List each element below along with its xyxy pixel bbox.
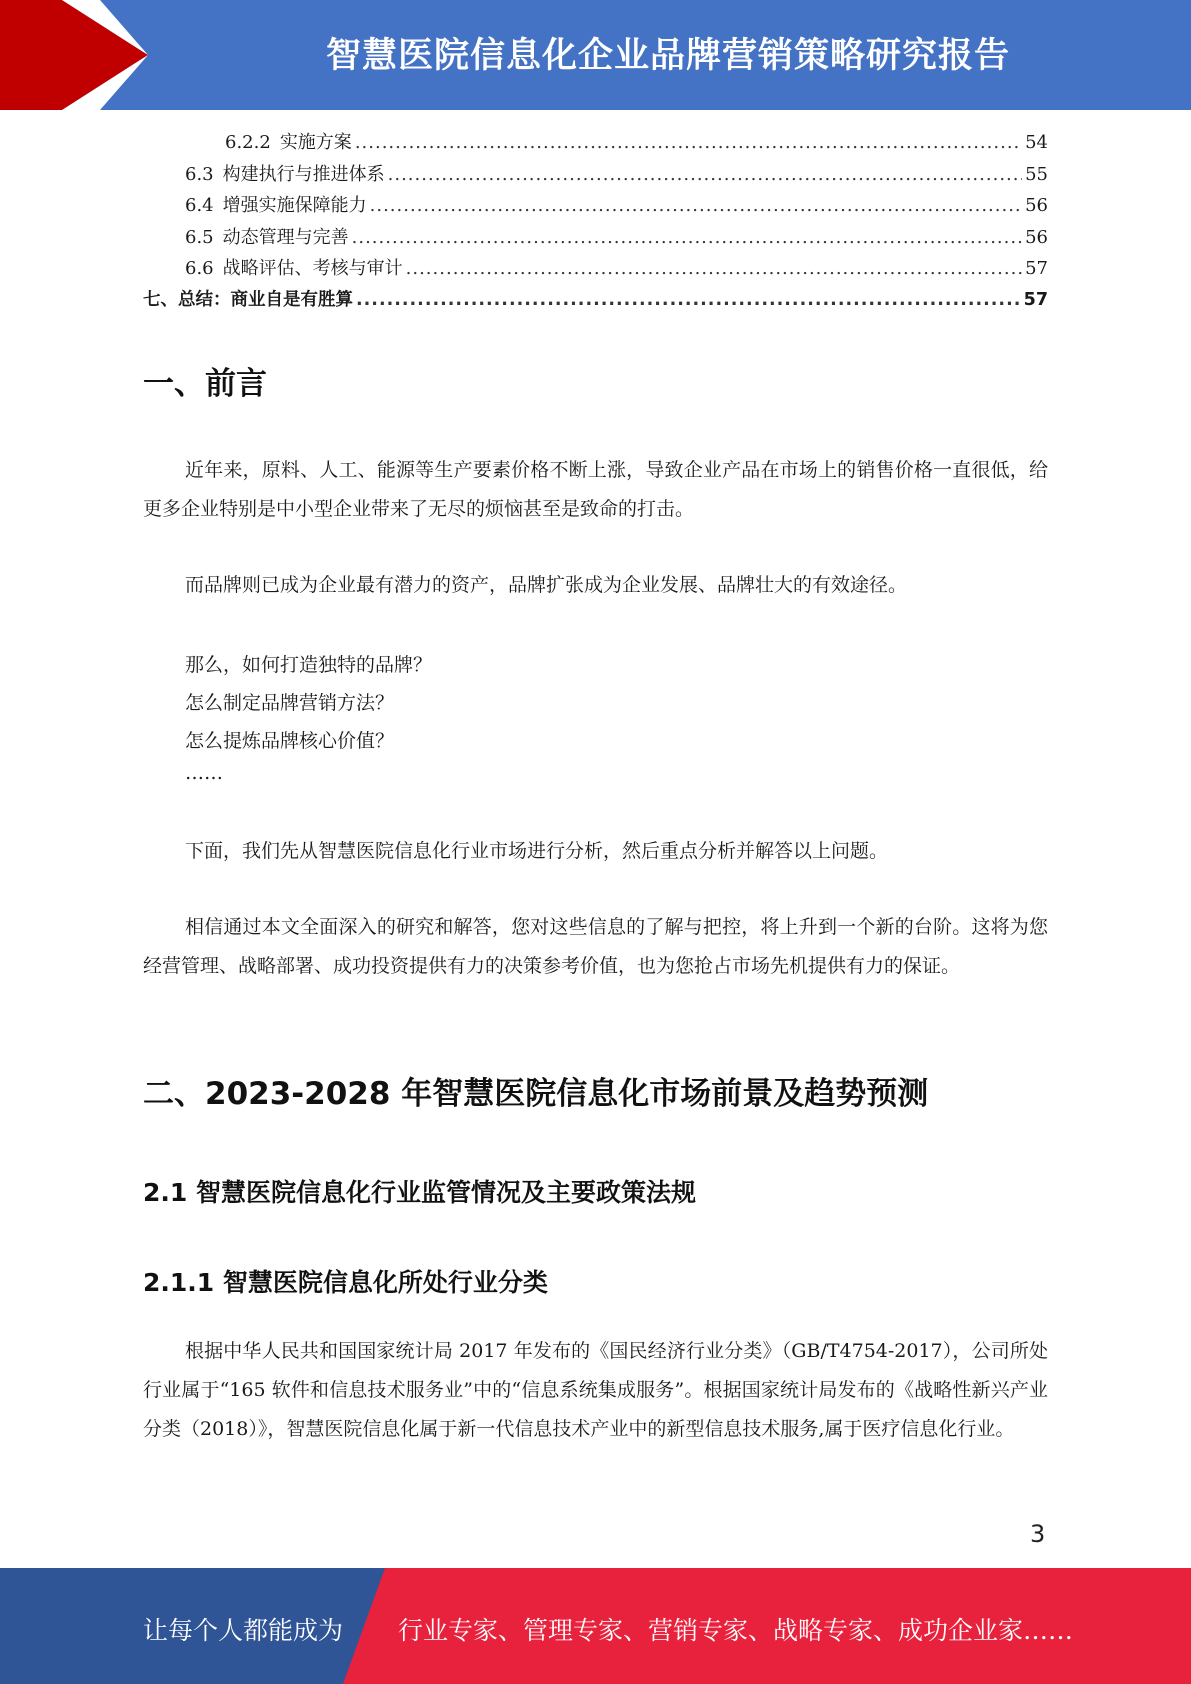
ellipsis-line: …… <box>185 762 223 784</box>
section-heading: 一、前言 <box>143 366 267 402</box>
red-arrow-shape <box>0 0 148 110</box>
footer-slogan-right: 行业专家、管理专家、营销专家、战略专家、成功企业家…… <box>398 1616 1074 1645</box>
toc-entry[interactable] <box>143 223 1048 255</box>
page-number: 3 <box>1030 1520 1046 1548</box>
toc-label: 实施方案 <box>279 132 352 153</box>
toc-leader <box>355 132 1022 153</box>
toc-entry[interactable] <box>143 160 1048 192</box>
toc-page: 56 <box>1025 226 1048 248</box>
paragraph: 根据中华人民共和国国家统计局 2017 年发布的《国民经济行业分类》（GB/T4754-2017），公司所处行业属于“165 软件和信息技术服务业”中的“信息系统集成服务”。根据国家统计局发布的《战略性新兴产业分类（2018）》，智慧医院信息化属于新一代信息技术产业中的新型信息技术服务,属于医疗信息化行业。 <box>143 1340 1048 1440</box>
question-line: 怎么制定品牌营销方法？ <box>185 692 395 714</box>
subsection-heading: 2.1 智慧医院信息化行业监管情况及主要政策法规 <box>143 1178 696 1207</box>
toc-entry[interactable] <box>143 191 1048 223</box>
toc-label: 增强实施保障能力 <box>222 195 367 216</box>
question-line: 那么，如何打造独特的品牌？ <box>185 654 433 676</box>
toc-leader <box>406 258 1022 279</box>
toc-leader <box>388 164 1022 185</box>
toc-number: 6.6 <box>185 258 214 279</box>
toc-page: 57 <box>1023 289 1048 310</box>
paragraph: 相信通过本文全面深入的研究和解答，您对这些信息的了解与把控，将上升到一个新的台阶。这将为您经营管理、战略部署、成功投资提供有力的决策参考价值，也为您抢占市场先机提供有力的保证。 <box>143 916 1048 977</box>
toc-leader <box>356 290 1021 310</box>
paragraph: 近年来，原料、人工、能源等生产要素价格不断上涨，导致企业产品在市场上的销售价格一直很低，给更多企业特别是中小型企业带来了无尽的烦恼甚至是致命的打击。 <box>143 459 1048 520</box>
section-heading: 二、2023-2028 年智慧医院信息化市场前景及趋势预测 <box>143 1076 929 1112</box>
toc-leader <box>352 227 1022 248</box>
toc-label: 战略评估、考核与审计 <box>222 258 403 279</box>
toc-label: 构建执行与推进体系 <box>222 163 385 185</box>
toc-page: 54 <box>1025 132 1048 153</box>
page-footer <box>0 1568 1191 1684</box>
page-header <box>0 0 1191 110</box>
toc-number: 6.5 <box>185 226 214 248</box>
footer-slogan-left: 让每个人都能成为 <box>143 1616 344 1645</box>
toc-page: 55 <box>1025 163 1048 185</box>
toc-number: 6.3 <box>185 163 214 185</box>
toc-leader <box>370 195 1022 216</box>
toc-entry[interactable] <box>143 254 1048 286</box>
report-title: 智慧医院信息化企业品牌营销策略研究报告 <box>325 36 1010 76</box>
toc-number: 6.2.2 <box>225 132 271 153</box>
table-of-contents <box>143 128 1048 317</box>
toc-page: 56 <box>1025 195 1048 216</box>
toc-page: 57 <box>1025 258 1048 279</box>
toc-label: 七、总结：商业自是有胜算 <box>143 289 353 310</box>
toc-number: 6.4 <box>185 195 214 216</box>
paragraph: 而品牌则已成为企业最有潜力的资产，品牌扩张成为企业发展、品牌壮大的有效途径。 <box>185 574 908 596</box>
toc-entry[interactable] <box>143 286 1048 318</box>
toc-label: 动态管理与完善 <box>222 226 349 248</box>
subsection-heading: 2.1.1 智慧医院信息化所处行业分类 <box>143 1268 548 1297</box>
paragraph: 下面，我们先从智慧医院信息化行业市场进行分析，然后重点分析并解答以上问题。 <box>185 840 889 862</box>
toc-entry[interactable] <box>143 128 1048 160</box>
question-line: 怎么提炼品牌核心价值？ <box>185 730 395 752</box>
